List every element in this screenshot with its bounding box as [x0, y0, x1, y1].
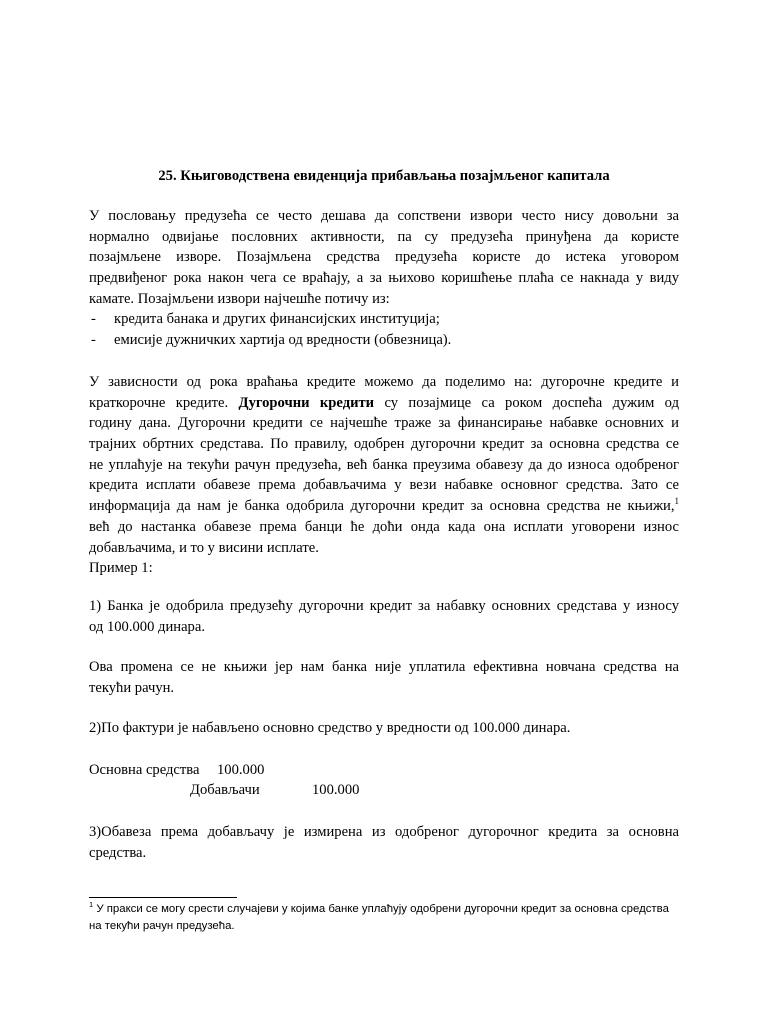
text-segment: информација да нам је банка одобрила дугорочни кредит за основна средства не књижи,	[89, 498, 675, 515]
example-item-2	[89, 718, 679, 739]
text-line: трајних обртних средстава. По правилу, одобрен дугорочни кредит за основна средства се	[89, 436, 679, 453]
example-item-3	[89, 822, 679, 863]
text-line: кредита исплати обавезе према добављачима у вези набавке основног средства. Зато се	[89, 477, 679, 494]
text-line: 2)По фактури је набављено основно средство у вредности од 100.000 динара.	[89, 720, 571, 736]
section-title: 25. Књиговодствена евиденција прибављања позајмљеног капитала	[158, 168, 610, 184]
text-line: позајмљене изворе. Позајмљена средства предузећа користе до истека уговором	[89, 249, 679, 266]
debit-amount: 100.000	[217, 762, 265, 778]
text-line: не уплаћује на текући рачун предузећа, већ банка преузима обавезу да до износа одобреног	[89, 456, 679, 473]
text-line: предвиђеног рока након чега се враћају, а за њихово коришћење плаћа се накнада у виду	[89, 270, 679, 287]
text-line: годину дана. Дугорочни кредити се најчешће траже за финансирање набавке основних и	[89, 415, 679, 432]
text-line: камате. Позајмљени извори најчешће потичу из:	[89, 290, 390, 307]
text-line: добављачима, и то у висини исплате.	[89, 539, 319, 556]
footnote	[89, 901, 689, 934]
text-line	[89, 393, 679, 414]
example-note	[89, 657, 679, 698]
bold-term: Дугорочни кредити	[238, 394, 375, 411]
list-item-text: емисије дужничких хартија од вредности (обвезница).	[114, 332, 452, 348]
example-label	[89, 558, 679, 579]
debit-account: Основна средства	[89, 762, 200, 778]
text-line: текући рачун.	[89, 679, 175, 696]
text-segment: су позајмице са роком доспећа дужим од	[374, 394, 679, 411]
text-line: 1) Банка је одобрила предузећу дугорочни кредит за набавку основних средстава у износу	[89, 598, 679, 614]
footnote-line	[89, 901, 689, 918]
text-segment: краткорочне кредите.	[89, 394, 239, 411]
text-line: Пример 1:	[89, 560, 153, 576]
text-line: 3)Обавеза према добављачу је измирена из одобреног дугорочног кредита за основна	[89, 824, 679, 840]
text-line: већ до настанка обавезе према банци ће доћи онда када она исплати уговорени износ	[89, 518, 679, 535]
credit-amount: 100.000	[312, 782, 360, 798]
text-line	[89, 496, 679, 517]
credit-account: Добављачи	[190, 782, 260, 798]
credit-types-paragraph	[89, 372, 679, 558]
text-line: средства.	[89, 844, 147, 861]
text-line: од 100.000 динара.	[89, 618, 205, 635]
list-item-text: кредита банака и других финансијских институција;	[114, 311, 440, 327]
footnote-separator	[89, 897, 237, 898]
footnote-line: на текући рачун предузећа.	[89, 919, 235, 932]
example-item-1	[89, 596, 679, 637]
text-line: Ова промена се не књижи јер нам банка није уплатила ефективна новчана средства на	[89, 659, 679, 675]
footnote-marker: 1	[89, 900, 94, 910]
footnote-reference[interactable]: 1	[674, 496, 679, 507]
bullet-marker: -	[91, 311, 96, 327]
text-line: У зависности од рока враћања кредите можемо да поделимо на: дугорочне кредите и	[89, 374, 679, 390]
bullet-marker: -	[91, 332, 96, 348]
text-line: нормално одвијање пословних активности, па су предузећа принуђена да користе	[89, 228, 679, 245]
footnote-text: У пракси се могу срести случајеви у којима банке уплаћују одобрени дугорочни кредит за основна средства	[93, 903, 669, 915]
intro-paragraph	[89, 206, 679, 309]
text-line: У пословању предузећа се често дешава да сопствени извори често нису довољни за	[89, 208, 679, 224]
